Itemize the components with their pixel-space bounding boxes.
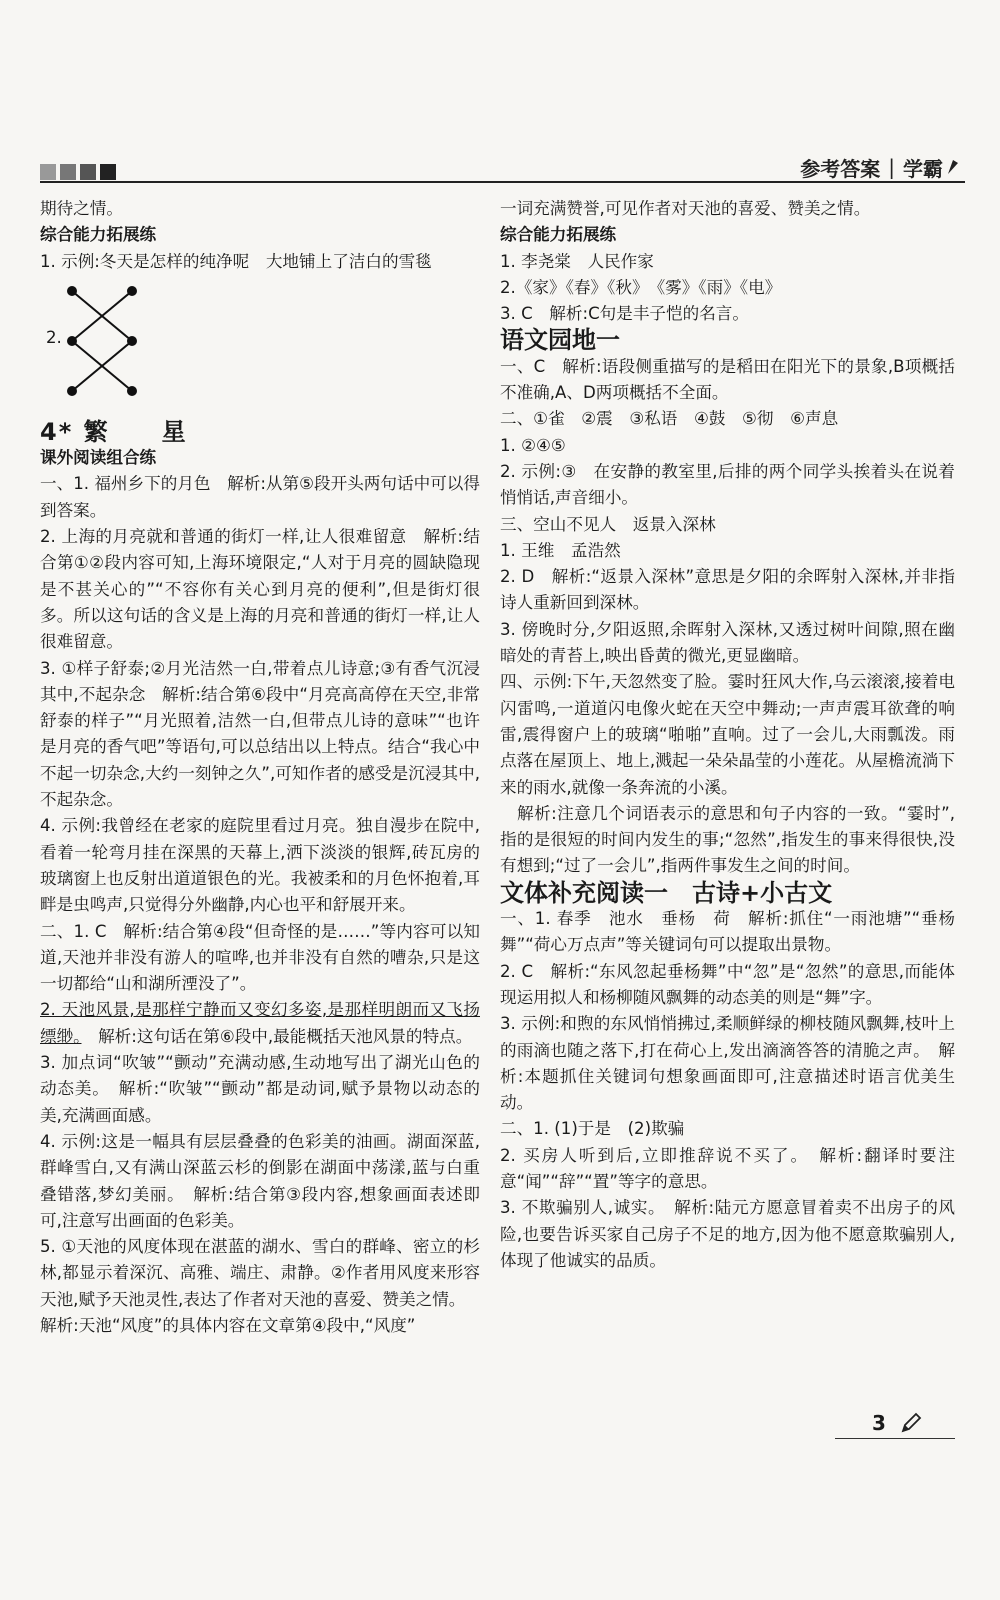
unit-title: 文体补充阅读一 古诗+小古文 — [500, 878, 833, 907]
answer-item: 1. 李尧棠 人民作家 — [500, 251, 654, 271]
answer-item: 2. C 解析:“东风忽起垂杨舞”中“忽”是“忽然”的意思,而能体现运用拟人和杨柳随风飘舞的动态美的则是“舞”字。 — [500, 961, 955, 1007]
answer-item: 一、1. 春季 池水 垂杨 荷 解析:抓住“一雨池塘”“垂杨舞”“荷心万点声”等关键词句可以提取出景物。 — [500, 909, 955, 955]
answer-item: 1. 王维 孟浩然 — [500, 540, 621, 560]
section-heading: 课外阅读组合练 — [40, 448, 157, 468]
answer-item: 3. C 解析:C句是丰子恺的名言。 — [500, 304, 749, 324]
match-dot — [68, 337, 76, 345]
answer-item — [40, 997, 480, 1050]
header-label: 参考答案 — [800, 156, 881, 181]
answer-item: 二、①雀 ②震 ③私语 ④鼓 ⑤彻 ⑥声息 — [500, 409, 839, 429]
underlined-answer: 2. 天池风景,是那样宁静而又变幻多姿,是那样明朗而又飞扬缥缈。 — [40, 1000, 480, 1046]
match-dot — [68, 287, 76, 295]
answer-item: 1. ②④⑤ — [500, 435, 566, 455]
answer-analysis: 解析:这句话在第⑥段中,最能概括天池风景的特点。 — [81, 1026, 473, 1046]
left-column — [40, 196, 480, 1339]
lesson-title: 4* 繁 星 — [40, 417, 188, 446]
grad-cap-icon — [946, 158, 960, 176]
decor-square — [60, 164, 76, 180]
answer-item: 二、1. (1)于是 (2)欺骗 — [500, 1119, 685, 1139]
answer-item: 5. ①天池的风度体现在湛蓝的湖水、雪白的群峰、密立的杉林,都显示着深沉、高雅、端庄、肃静。②作者用风度来形容天池,赋予天池灵性,表达了作者对天池的喜爱、赞美之情。 — [40, 1237, 480, 1309]
page-header — [800, 154, 960, 180]
match-dot — [128, 287, 136, 295]
answer-item: 四、示例:下午,天忽然变了脸。霎时狂风大作,乌云滚滚,接着电闪雷鸣,一道道闪电像火蛇在天空中舞动;一声声震耳欲聋的响雷,震得窗户上的玻璃“啪啪”直响。过了一会儿,大雨瓢泼。雨点落在屋顶上、地上,溅起一朵朵晶莹的小莲花。从屋檐流淌下来的雨水,就像一条奔流的小溪。 — [500, 672, 955, 797]
brand-name: 学霸 — [903, 156, 943, 181]
answer-item: 3. 加点词“吹皱”“颤动”充满动感,生动地写出了湖光山色的动态美。 解析:“吹皱”“颤动”都是动词,赋予景物以动态的美,充满画面感。 — [40, 1053, 480, 1125]
answer-item: 2. 示例:③ 在安静的教室里,后排的两个同学头挨着头在说着悄悄话,声音细小。 — [500, 461, 955, 508]
section-heading: 综合能力拓展练 — [40, 225, 157, 245]
item-number: 2. — [46, 327, 62, 347]
match-dot — [68, 387, 76, 395]
answer-item: 二、1. C 解析:结合第④段“但奇怪的是……”等内容可以知道,天池并非没有游人的喧哗,也并非没有自然的嘈杂,只是这一切都给“山和湖所湮没了”。 — [40, 921, 480, 994]
footer-rule — [835, 1438, 955, 1439]
answer-item: 一、C 解析:语段侧重描写的是稻田在阳光下的景象,B项概括不准确,A、D两项概括不全面。 — [500, 356, 955, 403]
answer-item: 2. 买房人听到后,立即推辞说不买了。 解析:翻译时要注意“闻”“辞”“置”等字的意思。 — [500, 1145, 955, 1191]
answer-item: 三、空山不见人 返景入深林 — [500, 514, 716, 534]
header-decor-squares — [40, 164, 116, 180]
matching-lines — [40, 281, 160, 411]
section-heading: 综合能力拓展练 — [500, 225, 617, 245]
match-dot — [128, 387, 136, 395]
answer-item: 一、1. 福州乡下的月色 解析:从第⑤段开头两句话中可以得到答案。 — [40, 474, 480, 520]
unit-title: 语文园地一 — [500, 326, 620, 355]
text-line: 期待之情。 — [40, 199, 123, 218]
decor-square — [100, 164, 116, 180]
decor-square — [40, 164, 56, 180]
matching-diagram — [40, 281, 480, 411]
answer-item: 3. ①样子舒泰;②月光洁然一白,带着点儿诗意;③有香气沉浸其中,不起杂念 解析:结合第⑥段中“月亮高高停在天空,非常舒泰的样子”“月光照着,洁然一白,但带点儿诗的意味”“也许是月亮的香气吧”等语句,可以总结出以上特点。结合“我心中不起一切杂念,大约一刻钟之久”,可知作者的感受是沉浸其中,不起杂念。 — [40, 658, 480, 810]
page-number: 3 — [872, 1411, 886, 1435]
answer-item: 3. 示例:和煦的东风悄悄拂过,柔顺鲜绿的柳枝随风飘舞,枝叶上的雨滴也随之落下,打在荷心上,发出滴滴答答的清脆之声。 解析:本题抓住关键词句想象画面即可,注意描述时语言优美生动。 — [500, 1014, 955, 1113]
answer-item: 4. 示例:这是一幅具有层层叠叠的色彩美的油画。湖面深蓝,群峰雪白,又有满山深蓝云杉的倒影在湖面中荡漾,蓝与白重叠错落,梦幻美丽。 解析:结合第③段内容,想象画面表述即可,注意写出画面的色彩美。 — [40, 1131, 480, 1230]
match-dot — [128, 337, 136, 345]
pencil-icon — [900, 1412, 922, 1434]
decor-square — [80, 164, 96, 180]
text-line: 一词充满赞誉,可见作者对天池的喜爱、赞美之情。 — [500, 199, 871, 218]
answer-item: 2. 上海的月亮就和普通的街灯一样,让人很难留意 解析:结合第①②段内容可知,上海环境限定,“人对于月亮的圆缺隐现是不甚关心的”“不容你有关心到月亮的便利”,但是街灯很多。所以这句话的含义是上海的月亮和普通的街灯一样,让人很难留意。 — [40, 527, 480, 652]
answer-item: 3. 傍晚时分,夕阳返照,余晖射入深林,又透过树叶间隙,照在幽暗处的青苔上,映出昏黄的微光,更显幽暗。 — [500, 619, 955, 666]
answer-item: 2. D 解析:“返景入深林”意思是夕阳的余晖射入深林,并非指诗人重新回到深林。 — [500, 567, 955, 613]
header-separator: | — [888, 155, 895, 179]
answer-item: 1. 示例:冬天是怎样的纯净呢 大地铺上了洁白的雪毯 — [40, 251, 432, 271]
answer-item: 解析:注意几个词语表示的意思和句子内容的一致。“霎时”,指的是很短的时间内发生的事;“忽然”,指发生的事来得很快,没有想到;“过了一会儿”,指两件事发生之间的时间。 — [500, 803, 955, 876]
answer-item: 2.《家》《春》《秋》 《雾》《雨》《电》 — [500, 277, 782, 297]
answer-item: 4. 示例:我曾经在老家的庭院里看过月亮。独自漫步在院中,看着一轮弯月挂在深黑的天幕上,洒下淡淡的银辉,砖瓦房的玻璃窗上也反射出道道银色的光。我被柔和的月色怀抱着,耳畔是虫鸣声,只觉得分外幽静,内心也平和舒展开来。 — [40, 816, 480, 915]
answer-item: 3. 不欺骗别人,诚实。 解析:陆元方愿意冒着卖不出房子的风险,也要告诉买家自己房子不足的地方,因为他不愿意欺骗别人,体现了他诚实的品质。 — [500, 1198, 955, 1270]
answer-item: 解析:天池“风度”的具体内容在文章第④段中,“风度” — [40, 1315, 416, 1335]
header-rule — [40, 181, 965, 183]
right-column — [500, 196, 955, 1274]
